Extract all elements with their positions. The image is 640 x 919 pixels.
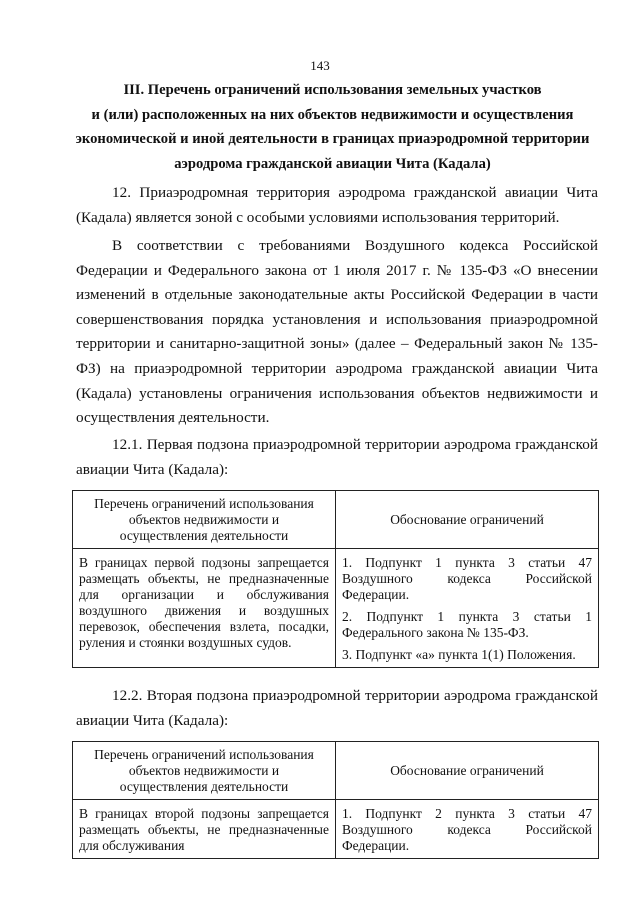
heading-line: III. Перечень ограничений использования земельных участков	[123, 82, 542, 98]
heading-line: и (или) расположенных на них объектов недвижимости и осуществления	[91, 106, 574, 123]
table-header-restrictions: Перечень ограничений использования объектов недвижимости и осуществления деятельности	[73, 491, 336, 549]
table-header-basis: Обоснование ограничений	[336, 491, 599, 549]
table-cell-restriction	[73, 549, 336, 668]
paragraph-12-2-text: 12.2. Вторая подзона приаэродромной территории аэродрома гражданской авиации Чита (Кадала):	[76, 687, 598, 729]
paragraph-law-text: В соответствии с требованиями Воздушного кодекса Российской Федерации и Федерального закона от 1 июля 2017 г. № 135-ФЗ «О внесении изменений в отдельные законодательные акты Российской Федерации в части совершенствования порядка установления и использования приаэродромной территории и санитарно-защитной зоны» (далее – Федеральный закон № 135-ФЗ) на приаэродромной территории аэродрома гражданской авиации Чита (Кадала) установлены ограничения использования объектов недвижимости и осуществления деятельности.	[76, 237, 598, 427]
paragraph-law	[76, 234, 598, 431]
basis-item: 2. Подпункт 1 пункта 3 статьи 1 Федерального закона № 135-ФЗ.	[342, 609, 592, 640]
table-header-restrictions: Перечень ограничений использования объектов недвижимости и осуществления деятельности	[73, 742, 336, 800]
restriction-text: В границах второй подзоны запрещается размещать объекты, не предназначенные для обслуживания	[79, 806, 329, 853]
table-cell-basis	[336, 800, 599, 859]
paragraph-12-1	[76, 433, 598, 482]
page-number: 143	[310, 58, 330, 73]
section-heading	[60, 78, 605, 176]
table-cell-basis	[336, 549, 599, 668]
table-cell-restriction	[73, 800, 336, 859]
restriction-text: В границах первой подзоны запрещается размещать объекты, не предназначенные для организации и обслуживания воздушного движения и воздушных перевозок, обеспечения взлета, посадки, руления и стоянки воздушных судов.	[79, 555, 329, 650]
paragraph-12-1-text: 12.1. Первая подзона приаэродромной территории аэродрома гражданской авиации Чита (Кадала):	[76, 436, 598, 478]
restrictions-table-subzone-2	[72, 741, 599, 859]
paragraph-12	[76, 181, 598, 230]
basis-item: 3. Подпункт «а» пункта 1(1) Положения.	[342, 647, 576, 662]
restrictions-table-subzone-1	[72, 490, 599, 668]
heading-line: экономической и иной деятельности в границах приаэродромной территории	[75, 131, 590, 147]
table-header-basis: Обоснование ограничений	[336, 742, 599, 800]
basis-item: 1. Подпункт 1 пункта 3 статьи 47 Воздушного кодекса Российской Федерации.	[342, 555, 592, 602]
paragraph-12-2	[76, 684, 598, 733]
basis-item: 1. Подпункт 2 пункта 3 статьи 47 Воздушного кодекса Российской Федерации.	[342, 806, 592, 853]
paragraph-12-text: 12. Приаэродромная территория аэродрома гражданской авиации Чита (Кадала) является зоной с особыми условиями использования территорий.	[76, 184, 598, 226]
heading-line: аэродрома гражданской авиации Чита (Кадала)	[174, 155, 491, 172]
